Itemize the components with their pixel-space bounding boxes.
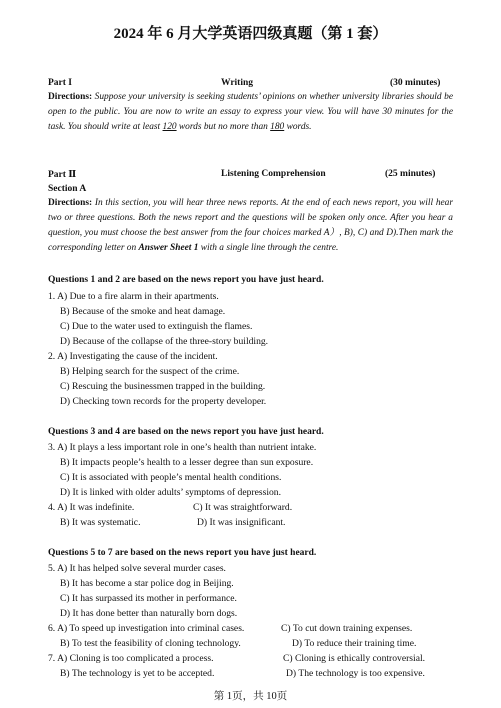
section-a-label: Section A	[48, 184, 87, 194]
option-line: 1. A) Due to a fire alarm in their apartments.	[48, 291, 219, 302]
option-line: C) It was straightforward.	[193, 502, 293, 513]
part2-time: (25 minutes)	[385, 169, 436, 179]
directions-label: Directions:	[48, 198, 93, 208]
directions-text-c: words.	[286, 122, 312, 132]
option-line: B) Because of the smoke and heat damage.	[60, 306, 226, 317]
option-line: C) Cloning is ethically controversial.	[283, 653, 426, 664]
directions-label: Directions:	[48, 92, 93, 102]
question-group-heading: Questions 3 and 4 are based on the news report you have just heard.	[48, 427, 324, 437]
option-line: 7. A) Cloning is too complicated a process.	[48, 653, 214, 664]
directions-text-b: with a single line through the centre.	[200, 243, 339, 253]
part2-directions	[48, 196, 453, 256]
option-line: 3. A) It plays a less important role in one’s health than nutrient intake.	[48, 442, 317, 453]
directions-text-a: In this section, you will hear three news reports. At the end of each news report, you will hear two or three questions. Both the news report and the questions will be spoken only once. After you hear a question, you must choose the best answer from the four choices marked A）, B), C) and D).Then mark the corresponding letter on	[48, 198, 454, 253]
max-words: 180	[270, 122, 285, 132]
option-line: B) It has become a star police dog in Beijing.	[60, 578, 234, 589]
option-line: C) It has surpassed its mother in performance.	[60, 593, 237, 604]
option-line: D) Checking town records for the property developer.	[60, 396, 267, 407]
option-line: 6. A) To speed up investigation into criminal cases.	[48, 623, 245, 634]
option-line: D) Because of the collapse of the three-story building.	[60, 336, 269, 347]
directions-text-a: Suppose your university is seeking students’ opinions on whether university libraries should be open to the public. You are now to write an essay to express your view. You will have 30 minutes for the task. You should write at least	[48, 92, 454, 132]
answer-sheet: Answer Sheet 1	[138, 243, 199, 253]
option-line: C) To cut down training expenses.	[281, 623, 413, 634]
option-line: D) It was insignificant.	[197, 517, 286, 528]
page-title: 2024 年 6 月大学英语四级真题（第 1 套）	[113, 26, 388, 42]
option-line: C) It is associated with people’s mental health conditions.	[60, 472, 282, 483]
part1-name: Writing	[221, 78, 254, 88]
option-line: D) The technology is too expensive.	[286, 668, 425, 679]
question-group-heading: Questions 1 and 2 are based on the news report you have just heard.	[48, 275, 324, 285]
option-line: B) It impacts people’s health to a lesser degree than sun exposure.	[60, 457, 314, 468]
part2-name: Listening Comprehension	[221, 169, 326, 179]
directions-text-b: words but no more than	[178, 122, 268, 132]
option-line: 2. A) Investigating the cause of the incident.	[48, 351, 218, 362]
part1-directions	[48, 90, 453, 135]
option-line: B) The technology is yet to be accepted.	[60, 668, 215, 679]
part2-label: Part Ⅱ	[48, 170, 77, 180]
option-line: B) It was systematic.	[60, 517, 141, 528]
part1-time: (30 minutes)	[390, 78, 441, 88]
option-line: C) Rescuing the businessmen trapped in the building.	[60, 381, 266, 392]
option-line: D) It is linked with older adults’ symptoms of depression.	[60, 487, 281, 498]
option-line: B) To test the feasibility of cloning technology.	[60, 638, 241, 649]
option-line: D) To reduce their training time.	[292, 638, 417, 649]
part1-label: Part I	[48, 78, 73, 88]
option-line: 4. A) It was indefinite.	[48, 502, 135, 513]
option-line: 5. A) It has helped solve several murder cases.	[48, 563, 226, 574]
option-line: D) It has done better than naturally born dogs.	[60, 608, 238, 619]
option-line: B) Helping search for the suspect of the crime.	[60, 366, 240, 377]
option-line: C) Due to the water used to extinguish the flames.	[60, 321, 253, 332]
min-words: 120	[162, 122, 177, 132]
page-footer: 第 1页，共 10页	[213, 691, 288, 702]
question-group-heading: Questions 5 to 7 are based on the news report you have just heard.	[48, 548, 317, 558]
